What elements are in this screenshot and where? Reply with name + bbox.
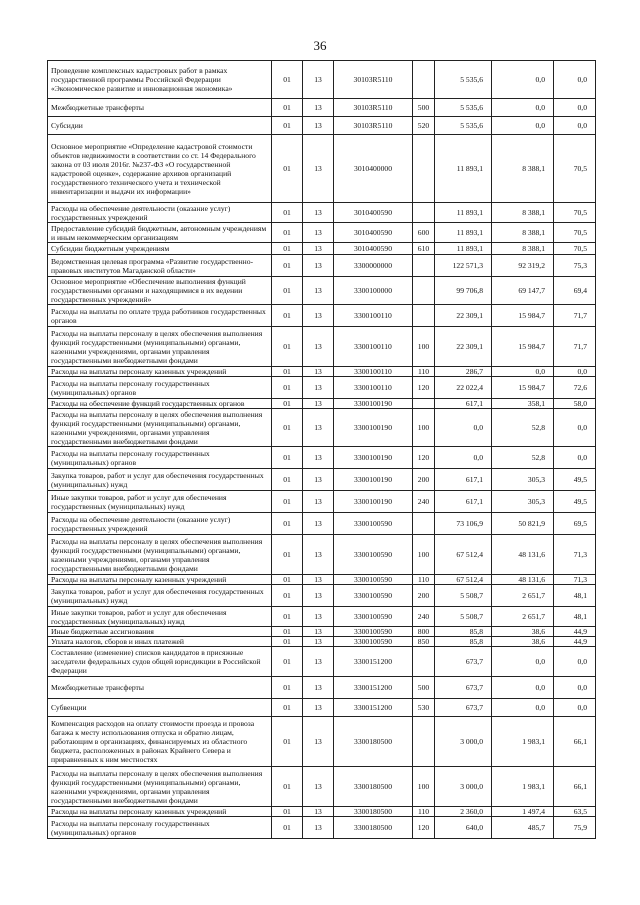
execution-percent: 0,0 [554, 647, 596, 677]
planned-amount: 617,1 [435, 491, 492, 513]
table-row [48, 491, 596, 513]
row-name: Расходы на выплаты персоналу в целях обеспечения выполнения функций государственными (муниципальными) органами, казенными учреждениями, органами управления государственными внебюджетными фондами [48, 767, 272, 807]
table-row [48, 203, 596, 223]
subsection-code: 13 [303, 607, 334, 627]
section-code: 01 [272, 469, 303, 491]
section-code: 01 [272, 409, 303, 447]
table-row [48, 367, 596, 377]
row-name: Межбюджетные трансферты [48, 99, 272, 117]
planned-amount: 286,7 [435, 367, 492, 377]
expense-type-code: 200 [413, 469, 435, 491]
subsection-code: 13 [303, 575, 334, 585]
planned-amount: 85,8 [435, 627, 492, 637]
executed-amount: 2 651,7 [492, 585, 554, 607]
table-row [48, 607, 596, 627]
subsection-code: 13 [303, 767, 334, 807]
executed-amount: 0,0 [492, 677, 554, 699]
expense-type-code: 100 [413, 767, 435, 807]
subsection-code: 13 [303, 305, 334, 327]
section-code: 01 [272, 585, 303, 607]
execution-percent: 49,5 [554, 469, 596, 491]
planned-amount: 5 535,6 [435, 117, 492, 135]
row-name: Предоставление субсидий бюджетным, автономным учреждениям и иным некоммерческим организациям [48, 223, 272, 243]
subsection-code: 13 [303, 447, 334, 469]
row-name: Расходы на выплаты персоналу в целях обеспечения выполнения функций государственными (муниципальными) органами, казенными учреждениями, органами управления государственными внебюджетными фондами [48, 535, 272, 575]
section-code: 01 [272, 99, 303, 117]
planned-amount: 73 106,9 [435, 513, 492, 535]
table-row [48, 677, 596, 699]
execution-percent: 48,1 [554, 585, 596, 607]
expense-type-code [413, 513, 435, 535]
planned-amount: 0,0 [435, 409, 492, 447]
section-code: 01 [272, 637, 303, 647]
row-name: Ведомственная целевая программа «Развитие государственно-правовых институтов Магаданской области» [48, 255, 272, 277]
expense-type-code: 520 [413, 117, 435, 135]
executed-amount: 8 388,1 [492, 135, 554, 203]
target-article-code: 3300100110 [334, 367, 413, 377]
expense-type-code: 610 [413, 243, 435, 255]
planned-amount: 640,0 [435, 817, 492, 839]
subsection-code: 13 [303, 535, 334, 575]
execution-percent: 75,9 [554, 817, 596, 839]
expense-type-code: 120 [413, 817, 435, 839]
row-name: Компенсация расходов на оплату стоимости проезда и провоза багажа к месту использования отпуска и обратно лицам, работающим в организациях, финансируемых из областного бюджета, расположенных в районах Крайнего Севера и приравненных к ним местностях [48, 717, 272, 767]
target-article-code: 3300100110 [334, 377, 413, 399]
executed-amount: 8 388,1 [492, 203, 554, 223]
row-name: Закупка товаров, работ и услуг для обеспечения государственных (муниципальных) нужд [48, 469, 272, 491]
row-name: Субсидии бюджетным учреждениям [48, 243, 272, 255]
execution-percent: 44,9 [554, 637, 596, 647]
execution-percent: 58,0 [554, 399, 596, 409]
expense-type-code: 110 [413, 575, 435, 585]
executed-amount: 0,0 [492, 99, 554, 117]
budget-table [47, 60, 596, 839]
planned-amount: 67 512,4 [435, 575, 492, 585]
target-article-code: 3300100590 [334, 575, 413, 585]
subsection-code: 13 [303, 585, 334, 607]
executed-amount: 358,1 [492, 399, 554, 409]
table-row [48, 585, 596, 607]
executed-amount: 0,0 [492, 61, 554, 99]
row-name: Субсидии [48, 117, 272, 135]
subsection-code: 13 [303, 203, 334, 223]
table-row [48, 807, 596, 817]
expense-type-code [413, 203, 435, 223]
expense-type-code: 120 [413, 377, 435, 399]
planned-amount: 22 022,4 [435, 377, 492, 399]
subsection-code: 13 [303, 135, 334, 203]
subsection-code: 13 [303, 409, 334, 447]
executed-amount: 15 984,7 [492, 377, 554, 399]
expense-type-code [413, 255, 435, 277]
execution-percent: 66,1 [554, 767, 596, 807]
target-article-code: 3300180500 [334, 717, 413, 767]
row-name: Расходы на обеспечение деятельности (оказание услуг) государственных учреждений [48, 203, 272, 223]
execution-percent: 71,7 [554, 327, 596, 367]
section-code: 01 [272, 699, 303, 717]
executed-amount: 305,3 [492, 491, 554, 513]
execution-percent: 71,3 [554, 575, 596, 585]
target-article-code: 3010400590 [334, 243, 413, 255]
table-row [48, 399, 596, 409]
target-article-code: 3300180500 [334, 767, 413, 807]
row-name: Расходы на выплаты персоналу казенных учреждений [48, 807, 272, 817]
executed-amount: 50 821,9 [492, 513, 554, 535]
execution-percent: 75,3 [554, 255, 596, 277]
subsection-code: 13 [303, 627, 334, 637]
target-article-code: 3300151200 [334, 699, 413, 717]
executed-amount: 485,7 [492, 817, 554, 839]
section-code: 01 [272, 203, 303, 223]
subsection-code: 13 [303, 255, 334, 277]
table-row [48, 637, 596, 647]
target-article-code: 30103R5110 [334, 117, 413, 135]
row-name: Расходы на обеспечение функций государственных органов [48, 399, 272, 409]
row-name: Расходы на выплаты персоналу государственных (муниципальных) органов [48, 377, 272, 399]
row-name: Расходы на выплаты по оплате труда работников государственных органов [48, 305, 272, 327]
table-row [48, 535, 596, 575]
subsection-code: 13 [303, 647, 334, 677]
table-row [48, 223, 596, 243]
subsection-code: 13 [303, 61, 334, 99]
expense-type-code: 800 [413, 627, 435, 637]
target-article-code: 3300100590 [334, 585, 413, 607]
execution-percent: 0,0 [554, 699, 596, 717]
section-code: 01 [272, 627, 303, 637]
section-code: 01 [272, 607, 303, 627]
subsection-code: 13 [303, 491, 334, 513]
table-row [48, 767, 596, 807]
subsection-code: 13 [303, 807, 334, 817]
planned-amount: 122 571,3 [435, 255, 492, 277]
target-article-code: 30103R5110 [334, 61, 413, 99]
planned-amount: 11 893,1 [435, 243, 492, 255]
planned-amount: 22 309,1 [435, 327, 492, 367]
section-code: 01 [272, 305, 303, 327]
subsection-code: 13 [303, 367, 334, 377]
planned-amount: 673,7 [435, 647, 492, 677]
table-body [48, 61, 596, 839]
executed-amount: 2 651,7 [492, 607, 554, 627]
section-code: 01 [272, 491, 303, 513]
expense-type-code [413, 647, 435, 677]
target-article-code: 3300100190 [334, 399, 413, 409]
subsection-code: 13 [303, 677, 334, 699]
expense-type-code: 100 [413, 327, 435, 367]
table-row [48, 447, 596, 469]
table-row [48, 243, 596, 255]
row-name: Закупка товаров, работ и услуг для обеспечения государственных (муниципальных) нужд [48, 585, 272, 607]
table-row [48, 409, 596, 447]
executed-amount: 92 319,2 [492, 255, 554, 277]
planned-amount: 85,8 [435, 637, 492, 647]
target-article-code: 3300100590 [334, 607, 413, 627]
expense-type-code: 200 [413, 585, 435, 607]
row-name: Расходы на выплаты персоналу казенных учреждений [48, 367, 272, 377]
table-row [48, 117, 596, 135]
target-article-code: 3300100590 [334, 627, 413, 637]
target-article-code: 3010400000 [334, 135, 413, 203]
section-code: 01 [272, 327, 303, 367]
execution-percent: 70,5 [554, 243, 596, 255]
subsection-code: 13 [303, 399, 334, 409]
execution-percent: 72,6 [554, 377, 596, 399]
planned-amount: 5 535,6 [435, 61, 492, 99]
execution-percent: 63,5 [554, 807, 596, 817]
expense-type-code: 500 [413, 677, 435, 699]
execution-percent: 71,7 [554, 305, 596, 327]
execution-percent: 48,1 [554, 607, 596, 627]
planned-amount: 3 000,0 [435, 717, 492, 767]
executed-amount: 52,8 [492, 409, 554, 447]
section-code: 01 [272, 277, 303, 305]
executed-amount: 8 388,1 [492, 223, 554, 243]
table-row [48, 513, 596, 535]
row-name: Расходы на обеспечение деятельности (оказание услуг) государственных учреждений [48, 513, 272, 535]
table-row [48, 327, 596, 367]
planned-amount: 5 535,6 [435, 99, 492, 117]
executed-amount: 8 388,1 [492, 243, 554, 255]
section-code: 01 [272, 61, 303, 99]
subsection-code: 13 [303, 817, 334, 839]
target-article-code: 3300000000 [334, 255, 413, 277]
section-code: 01 [272, 575, 303, 585]
section-code: 01 [272, 817, 303, 839]
table-row [48, 575, 596, 585]
execution-percent: 70,5 [554, 135, 596, 203]
expense-type-code: 100 [413, 535, 435, 575]
executed-amount: 305,3 [492, 469, 554, 491]
executed-amount: 38,6 [492, 637, 554, 647]
executed-amount: 0,0 [492, 699, 554, 717]
planned-amount: 5 508,7 [435, 607, 492, 627]
executed-amount: 1 983,1 [492, 767, 554, 807]
row-name: Расходы на выплаты персоналу государственных (муниципальных) органов [48, 817, 272, 839]
expense-type-code: 240 [413, 491, 435, 513]
execution-percent: 0,0 [554, 61, 596, 99]
table-row [48, 305, 596, 327]
target-article-code: 3010400590 [334, 223, 413, 243]
row-name: Составление (изменение) списков кандидатов в присяжные заседатели федеральных судов общей юрисдикции в Российской Федерации [48, 647, 272, 677]
execution-percent: 69,4 [554, 277, 596, 305]
expense-type-code: 110 [413, 367, 435, 377]
execution-percent: 0,0 [554, 99, 596, 117]
row-name: Субвенции [48, 699, 272, 717]
row-name: Межбюджетные трансферты [48, 677, 272, 699]
executed-amount: 1 983,1 [492, 717, 554, 767]
executed-amount: 15 984,7 [492, 327, 554, 367]
planned-amount: 673,7 [435, 699, 492, 717]
table-row [48, 699, 596, 717]
row-name: Расходы на выплаты персоналу государственных (муниципальных) органов [48, 447, 272, 469]
planned-amount: 11 893,1 [435, 203, 492, 223]
expense-type-code [413, 61, 435, 99]
execution-percent: 70,5 [554, 223, 596, 243]
planned-amount: 617,1 [435, 469, 492, 491]
target-article-code: 3300100110 [334, 305, 413, 327]
executed-amount: 0,0 [492, 647, 554, 677]
expense-type-code: 600 [413, 223, 435, 243]
execution-percent: 69,5 [554, 513, 596, 535]
subsection-code: 13 [303, 377, 334, 399]
execution-percent: 44,9 [554, 627, 596, 637]
executed-amount: 48 131,6 [492, 575, 554, 585]
planned-amount: 67 512,4 [435, 535, 492, 575]
section-code: 01 [272, 255, 303, 277]
section-code: 01 [272, 243, 303, 255]
row-name: Иные бюджетные ассигнования [48, 627, 272, 637]
subsection-code: 13 [303, 717, 334, 767]
target-article-code: 3300100190 [334, 409, 413, 447]
executed-amount: 0,0 [492, 367, 554, 377]
execution-percent: 0,0 [554, 409, 596, 447]
executed-amount: 52,8 [492, 447, 554, 469]
planned-amount: 673,7 [435, 677, 492, 699]
section-code: 01 [272, 223, 303, 243]
section-code: 01 [272, 399, 303, 409]
target-article-code: 3010400590 [334, 203, 413, 223]
planned-amount: 5 508,7 [435, 585, 492, 607]
table-row [48, 627, 596, 637]
target-article-code: 3300180500 [334, 807, 413, 817]
planned-amount: 617,1 [435, 399, 492, 409]
expense-type-code: 500 [413, 99, 435, 117]
target-article-code: 3300100590 [334, 513, 413, 535]
section-code: 01 [272, 117, 303, 135]
target-article-code: 30103R5110 [334, 99, 413, 117]
section-code: 01 [272, 535, 303, 575]
subsection-code: 13 [303, 99, 334, 117]
row-name: Основное мероприятие «Определение кадастровой стоимости объектов недвижимости в соответствии со ст. 14 Федерального закона от 03 июля 2016г. №237-ФЗ «О государственной кадастровой оценке», содержание архивов организаций государственного технического учета и технической инвентаризации и выдачи их информации» [48, 135, 272, 203]
target-article-code: 3300100590 [334, 535, 413, 575]
execution-percent: 49,5 [554, 491, 596, 513]
row-name: Расходы на выплаты персоналу казенных учреждений [48, 575, 272, 585]
row-name: Иные закупки товаров, работ и услуг для обеспечения государственных (муниципальных) нужд [48, 607, 272, 627]
row-name: Уплата налогов, сборов и иных платежей [48, 637, 272, 647]
table-row [48, 61, 596, 99]
execution-percent: 0,0 [554, 677, 596, 699]
section-code: 01 [272, 447, 303, 469]
expense-type-code [413, 277, 435, 305]
table-row [48, 255, 596, 277]
subsection-code: 13 [303, 277, 334, 305]
table-row [48, 377, 596, 399]
target-article-code: 3300100110 [334, 327, 413, 367]
planned-amount: 0,0 [435, 447, 492, 469]
execution-percent: 0,0 [554, 117, 596, 135]
planned-amount: 99 706,8 [435, 277, 492, 305]
planned-amount: 2 360,0 [435, 807, 492, 817]
executed-amount: 69 147,7 [492, 277, 554, 305]
section-code: 01 [272, 647, 303, 677]
expense-type-code: 850 [413, 637, 435, 647]
table-row [48, 277, 596, 305]
subsection-code: 13 [303, 223, 334, 243]
execution-percent: 71,3 [554, 535, 596, 575]
row-name: Проведение комплексных кадастровых работ в рамках государственной программы Российской Федерации «Экономическое развитие и инновационная экономика» [48, 61, 272, 99]
section-code: 01 [272, 135, 303, 203]
execution-percent: 66,1 [554, 717, 596, 767]
planned-amount: 11 893,1 [435, 135, 492, 203]
section-code: 01 [272, 807, 303, 817]
target-article-code: 3300100590 [334, 637, 413, 647]
target-article-code: 3300100000 [334, 277, 413, 305]
expense-type-code: 100 [413, 409, 435, 447]
target-article-code: 3300100190 [334, 491, 413, 513]
executed-amount: 15 984,7 [492, 305, 554, 327]
table-row [48, 469, 596, 491]
planned-amount: 22 309,1 [435, 305, 492, 327]
table-row [48, 135, 596, 203]
table-row [48, 99, 596, 117]
subsection-code: 13 [303, 699, 334, 717]
row-name: Расходы на выплаты персоналу в целях обеспечения выполнения функций государственными (муниципальными) органами, казенными учреждениями, органами управления государственными внебюджетными фондами [48, 327, 272, 367]
execution-percent: 70,5 [554, 203, 596, 223]
page-number: 36 [313, 38, 327, 53]
section-code: 01 [272, 677, 303, 699]
execution-percent: 0,0 [554, 447, 596, 469]
expense-type-code [413, 135, 435, 203]
section-code: 01 [272, 513, 303, 535]
target-article-code: 3300100190 [334, 447, 413, 469]
section-code: 01 [272, 717, 303, 767]
subsection-code: 13 [303, 637, 334, 647]
subsection-code: 13 [303, 469, 334, 491]
expense-type-code: 240 [413, 607, 435, 627]
executed-amount: 48 131,6 [492, 535, 554, 575]
row-name: Расходы на выплаты персоналу в целях обеспечения выполнения функций государственными (муниципальными) органами, казенными учреждениями, органами управления государственными внебюджетными фондами [48, 409, 272, 447]
row-name: Иные закупки товаров, работ и услуг для обеспечения государственных (муниципальных) нужд [48, 491, 272, 513]
subsection-code: 13 [303, 117, 334, 135]
expense-type-code [413, 717, 435, 767]
expense-type-code [413, 399, 435, 409]
section-code: 01 [272, 367, 303, 377]
target-article-code: 3300151200 [334, 677, 413, 699]
section-code: 01 [272, 377, 303, 399]
target-article-code: 3300180500 [334, 817, 413, 839]
expense-type-code: 530 [413, 699, 435, 717]
planned-amount: 11 893,1 [435, 223, 492, 243]
planned-amount: 3 000,0 [435, 767, 492, 807]
subsection-code: 13 [303, 243, 334, 255]
executed-amount: 1 497,4 [492, 807, 554, 817]
target-article-code: 3300100190 [334, 469, 413, 491]
executed-amount: 0,0 [492, 117, 554, 135]
section-code: 01 [272, 767, 303, 807]
expense-type-code [413, 305, 435, 327]
subsection-code: 13 [303, 513, 334, 535]
execution-percent: 0,0 [554, 367, 596, 377]
target-article-code: 3300151200 [334, 647, 413, 677]
table-row [48, 817, 596, 839]
table-row [48, 717, 596, 767]
subsection-code: 13 [303, 327, 334, 367]
expense-type-code: 120 [413, 447, 435, 469]
executed-amount: 38,6 [492, 627, 554, 637]
row-name: Основное мероприятие «Обеспечение выполнения функций государственными органами и находящимися в их ведении государственных учреждений» [48, 277, 272, 305]
table-row [48, 647, 596, 677]
expense-type-code: 110 [413, 807, 435, 817]
